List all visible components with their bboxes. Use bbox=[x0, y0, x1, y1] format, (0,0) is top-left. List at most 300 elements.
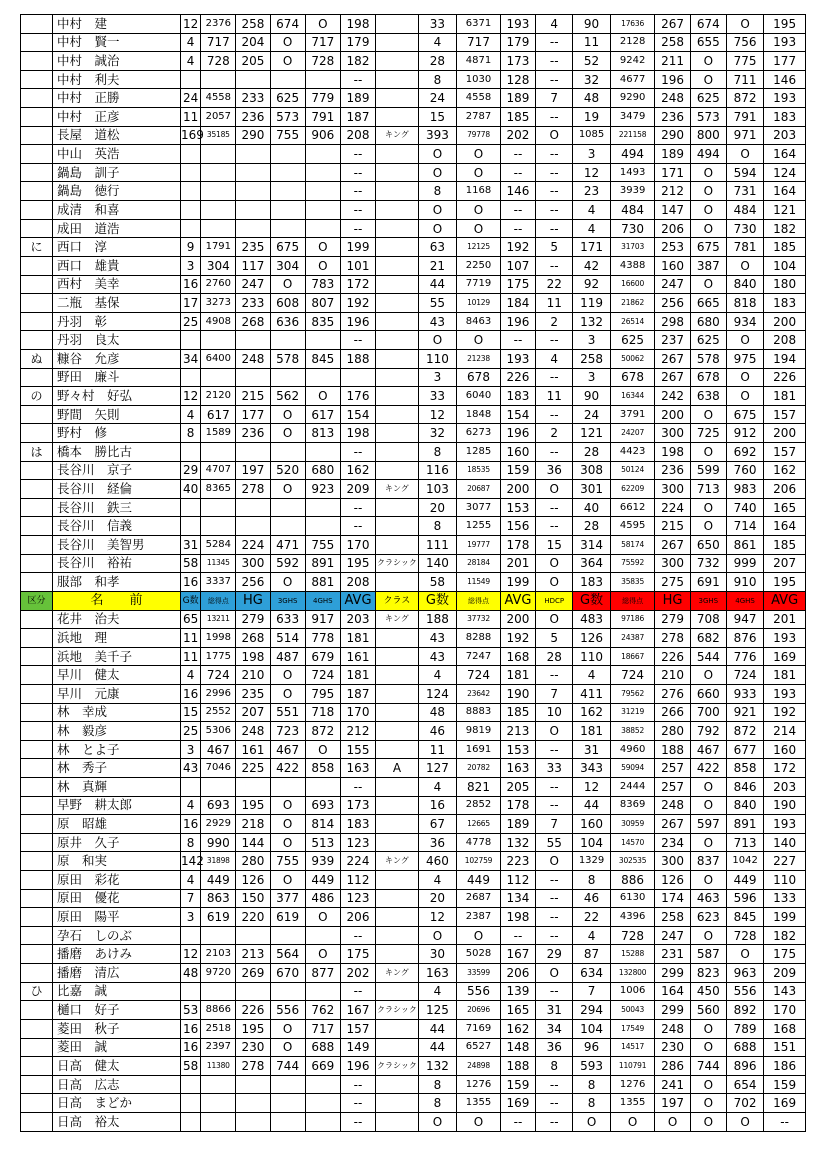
class-cell bbox=[376, 387, 419, 406]
stat-cell: 178 bbox=[500, 796, 535, 815]
stat-cell: 146 bbox=[500, 182, 535, 201]
stat-cell: O bbox=[270, 275, 305, 294]
stat-cell: 169 bbox=[764, 1094, 806, 1113]
table-row bbox=[21, 219, 806, 238]
stat-cell: 224 bbox=[340, 852, 375, 871]
member-name-cell: 林 幸成 bbox=[52, 703, 180, 722]
stat-cell: 2996 bbox=[201, 684, 236, 703]
stat-cell: 163 bbox=[340, 759, 375, 778]
stat-cell: O bbox=[690, 163, 726, 182]
stat-cell: 16 bbox=[180, 684, 200, 703]
stat-cell: 791 bbox=[305, 108, 340, 127]
stat-cell: 213 bbox=[236, 945, 270, 964]
stat-cell: 12 bbox=[180, 15, 200, 34]
stat-cell: 200 bbox=[764, 424, 806, 443]
stat-cell: 886 bbox=[610, 871, 655, 890]
table-row bbox=[21, 1112, 806, 1131]
stat-cell: 594 bbox=[726, 163, 763, 182]
stat-cell: 11 bbox=[573, 33, 610, 52]
table-row bbox=[21, 964, 806, 983]
stat-cell: 267 bbox=[655, 536, 690, 555]
member-name-cell: 浜地 理 bbox=[52, 629, 180, 648]
stat-cell: -- bbox=[340, 219, 375, 238]
stat-cell: 688 bbox=[305, 1038, 340, 1057]
stat-cell: 8 bbox=[573, 871, 610, 890]
class-cell: キング bbox=[376, 610, 419, 629]
class-cell bbox=[376, 256, 419, 275]
table-row bbox=[21, 703, 806, 722]
stat-cell: 24 bbox=[418, 89, 456, 108]
stat-cell: 16600 bbox=[610, 275, 655, 294]
stat-cell: 22 bbox=[536, 275, 573, 294]
table-row bbox=[21, 238, 806, 257]
stat-cell bbox=[305, 1094, 340, 1113]
stat-cell: 29 bbox=[180, 461, 200, 480]
stat-cell: 197 bbox=[236, 461, 270, 480]
stat-cell: 188 bbox=[418, 610, 456, 629]
stat-cell: 3 bbox=[180, 256, 200, 275]
stat-cell bbox=[236, 926, 270, 945]
stat-cell: O bbox=[536, 722, 573, 741]
stat-cell: O bbox=[536, 852, 573, 871]
stat-cell: O bbox=[270, 573, 305, 592]
stat-cell bbox=[340, 368, 375, 387]
stat-cell: 162 bbox=[573, 703, 610, 722]
class-cell bbox=[376, 647, 419, 666]
stat-cell: -- bbox=[536, 889, 573, 908]
stat-cell: 3077 bbox=[457, 498, 501, 517]
stat-cell: O bbox=[305, 387, 340, 406]
stat-cell: 636 bbox=[270, 312, 305, 331]
stat-cell: 198 bbox=[236, 647, 270, 666]
stat-cell: 43 bbox=[418, 312, 456, 331]
stat-cell: 159 bbox=[764, 1075, 806, 1094]
stat-cell: -- bbox=[536, 498, 573, 517]
member-name-cell: 日高 裕太 bbox=[52, 1112, 180, 1131]
stat-cell: 4 bbox=[418, 666, 456, 685]
stat-cell: 4 bbox=[418, 33, 456, 52]
table-row bbox=[21, 15, 806, 34]
stat-cell: 172 bbox=[340, 275, 375, 294]
stat-cell: 562 bbox=[270, 387, 305, 406]
stat-cell: 724 bbox=[610, 666, 655, 685]
stat-cell: 199 bbox=[764, 908, 806, 927]
stat-cell: 1276 bbox=[457, 1075, 501, 1094]
stat-cell: 544 bbox=[690, 647, 726, 666]
stat-cell: 193 bbox=[500, 15, 535, 34]
member-name-cell: 林 真輝 bbox=[52, 777, 180, 796]
stat-cell: 142 bbox=[180, 852, 200, 871]
member-name-cell: 原田 彩花 bbox=[52, 871, 180, 890]
stat-cell: 691 bbox=[690, 573, 726, 592]
class-cell bbox=[376, 312, 419, 331]
stat-cell: 170 bbox=[764, 1001, 806, 1020]
stat-cell: 578 bbox=[690, 349, 726, 368]
stat-cell: 688 bbox=[726, 1038, 763, 1057]
stat-cell: 62209 bbox=[610, 480, 655, 499]
stat-cell: 300 bbox=[655, 480, 690, 499]
stat-cell bbox=[270, 219, 305, 238]
stat-cell: 196 bbox=[500, 312, 535, 331]
stat-cell bbox=[270, 368, 305, 387]
class-cell bbox=[376, 684, 419, 703]
stat-cell: -- bbox=[340, 443, 375, 462]
stat-cell: 189 bbox=[340, 89, 375, 108]
kubun-cell: ぬ bbox=[21, 349, 53, 368]
stat-cell: 3791 bbox=[610, 405, 655, 424]
stat-cell bbox=[305, 163, 340, 182]
stat-cell: 212 bbox=[655, 182, 690, 201]
stat-cell: 4 bbox=[573, 666, 610, 685]
stat-cell: 3 bbox=[418, 368, 456, 387]
stat-cell: 175 bbox=[340, 945, 375, 964]
kubun-cell bbox=[21, 182, 53, 201]
stat-cell: 4 bbox=[180, 52, 200, 71]
class-cell bbox=[376, 70, 419, 89]
stat-cell: 20696 bbox=[457, 1001, 501, 1020]
stat-cell: 206 bbox=[500, 964, 535, 983]
stat-cell: 33 bbox=[418, 387, 456, 406]
stat-cell bbox=[201, 182, 236, 201]
stat-cell: 32 bbox=[418, 424, 456, 443]
stat-cell: 46 bbox=[418, 722, 456, 741]
stat-cell: 11380 bbox=[201, 1057, 236, 1076]
stat-cell: 5 bbox=[536, 238, 573, 257]
stat-cell: 15 bbox=[536, 536, 573, 555]
stat-cell: 723 bbox=[270, 722, 305, 741]
stat-cell: 3337 bbox=[201, 573, 236, 592]
stat-cell: 28 bbox=[536, 647, 573, 666]
stat-cell: 300 bbox=[236, 554, 270, 573]
stat-cell: 256 bbox=[236, 573, 270, 592]
stat-cell: 617 bbox=[305, 405, 340, 424]
class-cell: キング bbox=[376, 126, 419, 145]
stat-cell: 675 bbox=[726, 405, 763, 424]
stat-cell: 17636 bbox=[610, 15, 655, 34]
stat-cell: 189 bbox=[500, 89, 535, 108]
stat-cell: 21862 bbox=[610, 294, 655, 313]
stat-cell: 2852 bbox=[457, 796, 501, 815]
stat-cell: 65 bbox=[180, 610, 200, 629]
stat-cell: 4778 bbox=[457, 833, 501, 852]
stat-cell: 87 bbox=[573, 945, 610, 964]
stat-cell: 5306 bbox=[201, 722, 236, 741]
stat-cell: 1006 bbox=[610, 982, 655, 1001]
table-row bbox=[21, 33, 806, 52]
score-sheet bbox=[20, 14, 806, 1132]
stat-cell: 79778 bbox=[457, 126, 501, 145]
stat-cell: -- bbox=[536, 926, 573, 945]
header-cell: AVG bbox=[340, 591, 375, 610]
stat-cell: 276 bbox=[655, 684, 690, 703]
stat-cell: 241 bbox=[655, 1075, 690, 1094]
stat-cell: 731 bbox=[726, 182, 763, 201]
class-cell bbox=[376, 89, 419, 108]
stat-cell: 592 bbox=[270, 554, 305, 573]
stat-cell: 178 bbox=[500, 536, 535, 555]
member-name-cell: 中村 誠治 bbox=[52, 52, 180, 71]
stat-cell bbox=[201, 498, 236, 517]
member-name-cell: 鍋島 徳行 bbox=[52, 182, 180, 201]
stat-cell: 6130 bbox=[610, 889, 655, 908]
stat-cell: O bbox=[305, 908, 340, 927]
stat-cell bbox=[180, 982, 200, 1001]
member-name-cell: 早川 元康 bbox=[52, 684, 180, 703]
stat-cell: 42 bbox=[573, 256, 610, 275]
stat-cell: 143 bbox=[764, 982, 806, 1001]
stat-cell: 2 bbox=[536, 312, 573, 331]
stat-cell: 48 bbox=[180, 964, 200, 983]
kubun-cell bbox=[21, 201, 53, 220]
stat-cell bbox=[305, 368, 340, 387]
class-cell bbox=[376, 889, 419, 908]
stat-cell: 1589 bbox=[201, 424, 236, 443]
stat-cell: 494 bbox=[610, 145, 655, 164]
member-name-cell: 長屋 道松 bbox=[52, 126, 180, 145]
stat-cell: 2250 bbox=[457, 256, 501, 275]
stat-cell: 198 bbox=[340, 424, 375, 443]
stat-cell: 40 bbox=[573, 498, 610, 517]
stat-cell: 90 bbox=[573, 387, 610, 406]
stat-cell: O bbox=[270, 405, 305, 424]
stat-cell: 268 bbox=[236, 312, 270, 331]
stat-cell: 185 bbox=[500, 703, 535, 722]
stat-cell: O bbox=[726, 1112, 763, 1131]
header-cell: 4GHS bbox=[305, 591, 340, 610]
stat-cell: -- bbox=[536, 871, 573, 890]
stat-cell: 728 bbox=[305, 52, 340, 71]
stat-cell: 153 bbox=[500, 498, 535, 517]
stat-cell: 280 bbox=[655, 722, 690, 741]
member-name-cell: 橋本 勝比古 bbox=[52, 443, 180, 462]
stat-cell: 4908 bbox=[201, 312, 236, 331]
kubun-cell bbox=[21, 1001, 53, 1020]
table-row bbox=[21, 1075, 806, 1094]
stat-cell: -- bbox=[536, 52, 573, 71]
stat-cell: 4558 bbox=[201, 89, 236, 108]
stat-cell: -- bbox=[536, 256, 573, 275]
stat-cell bbox=[270, 182, 305, 201]
kubun-cell bbox=[21, 833, 53, 852]
stat-cell: 22 bbox=[573, 908, 610, 927]
stat-cell bbox=[180, 777, 200, 796]
stat-cell: -- bbox=[500, 331, 535, 350]
stat-cell: 11 bbox=[418, 740, 456, 759]
stat-cell: 633 bbox=[270, 610, 305, 629]
stat-cell: 123 bbox=[340, 889, 375, 908]
header-cell: 区分 bbox=[21, 591, 53, 610]
member-name-cell: 中村 正彦 bbox=[52, 108, 180, 127]
stat-cell: 160 bbox=[764, 740, 806, 759]
stat-cell: 168 bbox=[764, 1019, 806, 1038]
stat-cell: 24 bbox=[180, 89, 200, 108]
class-cell bbox=[376, 629, 419, 648]
stat-cell: 126 bbox=[655, 871, 690, 890]
stat-cell: 199 bbox=[500, 573, 535, 592]
stat-cell: 9242 bbox=[610, 52, 655, 71]
stat-cell: 213 bbox=[500, 722, 535, 741]
stat-cell: 678 bbox=[610, 368, 655, 387]
class-cell bbox=[376, 275, 419, 294]
stat-cell: 269 bbox=[236, 964, 270, 983]
stat-cell: O bbox=[690, 1094, 726, 1113]
stat-cell: 1775 bbox=[201, 647, 236, 666]
stat-cell: 28184 bbox=[457, 554, 501, 573]
stat-cell: 198 bbox=[500, 908, 535, 927]
header-cell: HDCP bbox=[536, 591, 573, 610]
class-cell bbox=[376, 740, 419, 759]
table-row bbox=[21, 945, 806, 964]
kubun-cell bbox=[21, 275, 53, 294]
stat-cell: 162 bbox=[340, 461, 375, 480]
kubun-cell bbox=[21, 1019, 53, 1038]
kubun-cell bbox=[21, 517, 53, 536]
stat-cell: 53 bbox=[180, 1001, 200, 1020]
stat-cell: 112 bbox=[500, 871, 535, 890]
stat-cell: 110791 bbox=[610, 1057, 655, 1076]
stat-cell: 201 bbox=[764, 610, 806, 629]
stat-cell: 212 bbox=[340, 722, 375, 741]
table-row bbox=[21, 126, 806, 145]
stat-cell: 755 bbox=[270, 126, 305, 145]
stat-cell: 393 bbox=[418, 126, 456, 145]
stat-cell: 724 bbox=[201, 666, 236, 685]
stat-cell: 634 bbox=[573, 964, 610, 983]
stat-cell: 377 bbox=[270, 889, 305, 908]
class-cell bbox=[376, 871, 419, 890]
stat-cell: O bbox=[270, 833, 305, 852]
class-cell bbox=[376, 461, 419, 480]
stat-cell: 6400 bbox=[201, 349, 236, 368]
stat-cell: O bbox=[270, 871, 305, 890]
stat-cell: 302535 bbox=[610, 852, 655, 871]
stat-cell: 147 bbox=[655, 201, 690, 220]
stat-cell bbox=[201, 517, 236, 536]
stat-cell: O bbox=[690, 219, 726, 238]
stat-cell: 1493 bbox=[610, 163, 655, 182]
stat-cell: -- bbox=[536, 405, 573, 424]
stat-cell bbox=[180, 926, 200, 945]
stat-cell: O bbox=[418, 145, 456, 164]
class-cell: キング bbox=[376, 852, 419, 871]
stat-cell: O bbox=[270, 666, 305, 685]
stat-cell: 121 bbox=[573, 424, 610, 443]
member-name-cell: 長谷川 美智男 bbox=[52, 536, 180, 555]
stat-cell: 971 bbox=[726, 126, 763, 145]
stat-cell: O bbox=[726, 945, 763, 964]
kubun-cell bbox=[21, 331, 53, 350]
class-cell bbox=[376, 52, 419, 71]
stat-cell: 11 bbox=[180, 108, 200, 127]
table-row bbox=[21, 852, 806, 871]
stat-cell bbox=[236, 498, 270, 517]
stat-cell: 11345 bbox=[201, 554, 236, 573]
kubun-cell bbox=[21, 15, 53, 34]
stat-cell: 90 bbox=[573, 15, 610, 34]
stat-cell bbox=[305, 982, 340, 1001]
stat-cell: 209 bbox=[764, 964, 806, 983]
stat-cell: 25 bbox=[180, 722, 200, 741]
stat-cell: 990 bbox=[201, 833, 236, 852]
stat-cell bbox=[305, 182, 340, 201]
stat-cell: 195 bbox=[236, 796, 270, 815]
stat-cell: 8866 bbox=[201, 1001, 236, 1020]
table-row bbox=[21, 982, 806, 1001]
kubun-cell bbox=[21, 52, 53, 71]
stat-cell bbox=[236, 517, 270, 536]
stat-cell: 863 bbox=[201, 889, 236, 908]
stat-cell: 1255 bbox=[457, 517, 501, 536]
stat-cell: 44 bbox=[418, 1019, 456, 1038]
stat-cell: 7 bbox=[180, 889, 200, 908]
stat-cell: 4388 bbox=[610, 256, 655, 275]
stat-cell: 702 bbox=[726, 1094, 763, 1113]
stat-cell bbox=[270, 145, 305, 164]
stat-cell: 298 bbox=[655, 312, 690, 331]
stat-cell: 179 bbox=[500, 33, 535, 52]
stat-cell: 6612 bbox=[610, 498, 655, 517]
stat-cell: 43 bbox=[180, 759, 200, 778]
stat-cell: 26514 bbox=[610, 312, 655, 331]
stat-cell: 680 bbox=[690, 312, 726, 331]
stat-cell: 514 bbox=[270, 629, 305, 648]
class-cell: クラシック bbox=[376, 1001, 419, 1020]
stat-cell: 266 bbox=[655, 703, 690, 722]
member-name-cell: 菱田 誠 bbox=[52, 1038, 180, 1057]
stat-cell bbox=[201, 70, 236, 89]
stat-cell: 146 bbox=[764, 70, 806, 89]
stat-cell: 155 bbox=[340, 740, 375, 759]
stat-cell: O bbox=[690, 1112, 726, 1131]
member-name-cell: 中村 建 bbox=[52, 15, 180, 34]
stat-cell: -- bbox=[536, 1112, 573, 1131]
stat-cell: O bbox=[726, 145, 763, 164]
stat-cell: 9720 bbox=[201, 964, 236, 983]
stat-cell bbox=[180, 1075, 200, 1094]
stat-cell bbox=[270, 70, 305, 89]
stat-cell: 280 bbox=[236, 852, 270, 871]
stat-cell: 608 bbox=[270, 294, 305, 313]
stat-cell: 124 bbox=[418, 684, 456, 703]
stat-cell: 299 bbox=[655, 964, 690, 983]
class-cell bbox=[376, 15, 419, 34]
stat-cell bbox=[180, 368, 200, 387]
stat-cell: 2057 bbox=[201, 108, 236, 127]
stat-cell: 194 bbox=[764, 349, 806, 368]
stat-cell: 214 bbox=[764, 722, 806, 741]
stat-cell: -- bbox=[536, 331, 573, 350]
stat-cell: 46 bbox=[573, 889, 610, 908]
stat-cell: 107 bbox=[500, 256, 535, 275]
stat-cell: 700 bbox=[690, 703, 726, 722]
stat-cell: 218 bbox=[236, 815, 270, 834]
stat-cell: 556 bbox=[726, 982, 763, 1001]
member-name-cell: 長谷川 鉄三 bbox=[52, 498, 180, 517]
stat-cell: O bbox=[690, 926, 726, 945]
stat-cell: 923 bbox=[305, 480, 340, 499]
stat-cell: 175 bbox=[764, 945, 806, 964]
kubun-cell bbox=[21, 424, 53, 443]
stat-cell: 2929 bbox=[201, 815, 236, 834]
stat-cell: 226 bbox=[500, 368, 535, 387]
stat-cell: 670 bbox=[270, 964, 305, 983]
stat-cell: 267 bbox=[655, 349, 690, 368]
stat-cell: 724 bbox=[305, 666, 340, 685]
stat-cell: 202 bbox=[500, 126, 535, 145]
stat-cell: 192 bbox=[340, 294, 375, 313]
stat-cell: 619 bbox=[270, 908, 305, 927]
stat-cell: O bbox=[726, 331, 763, 350]
